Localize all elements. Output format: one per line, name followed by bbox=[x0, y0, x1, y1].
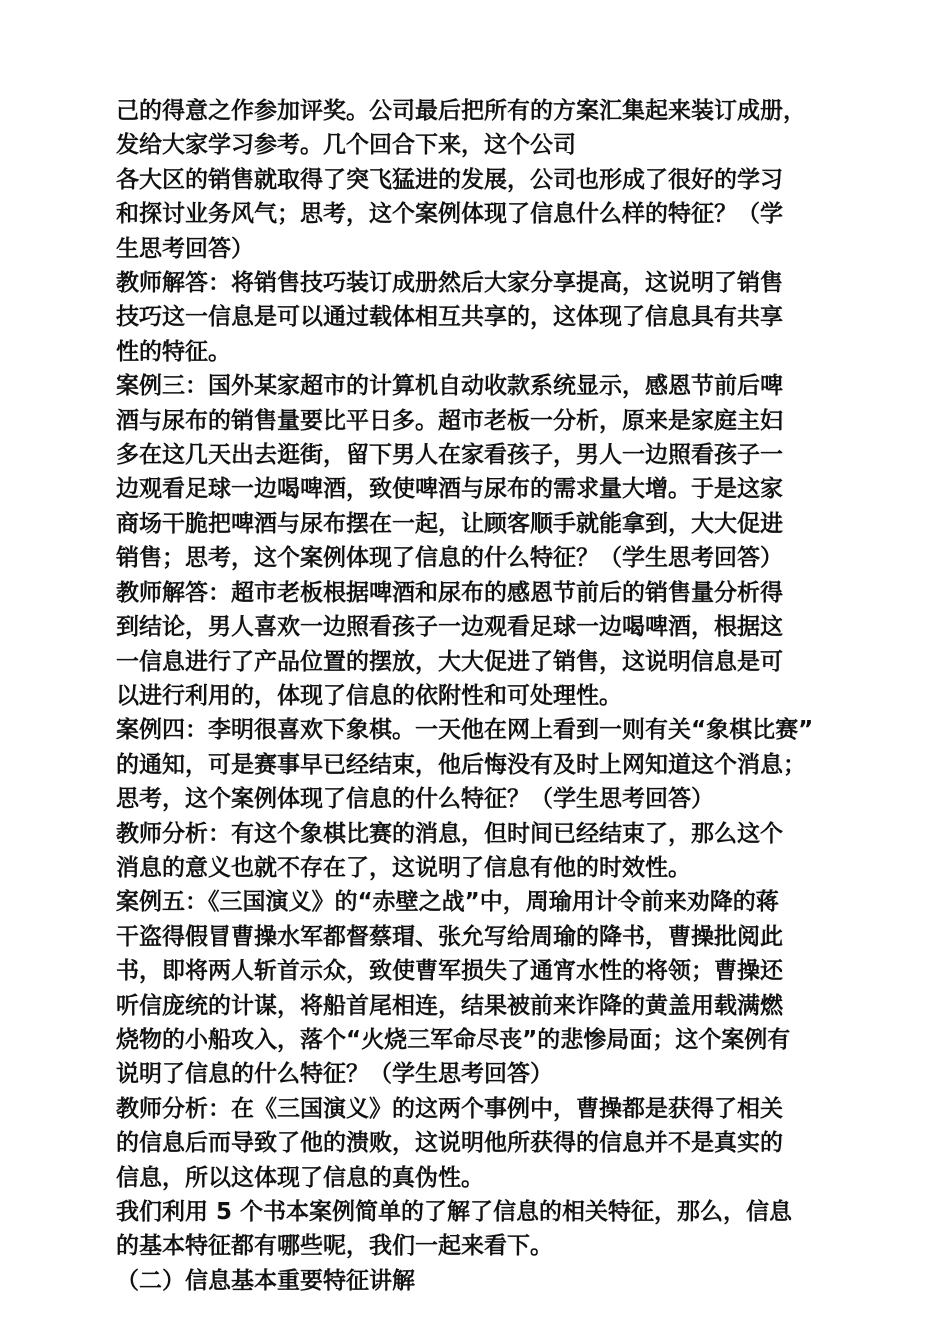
text-line: 说明了信息的什么特征？（学生思考回答） bbox=[116, 1061, 553, 1088]
text-line: 的通知，可是赛事早已经结束，他后悔没有及时上网知道这个消息； bbox=[116, 751, 806, 778]
text-line: 案例三：国外某家超市的计算机自动收款系统显示，感恩节前后啤 bbox=[116, 373, 783, 400]
text-line: 教师分析：在《三国演义》的这两个事例中，曹操都是获得了相关 bbox=[116, 1095, 783, 1122]
paragraph-case-two-question bbox=[116, 163, 846, 266]
section-heading-text: （二）信息基本重要特征讲解 bbox=[116, 1267, 415, 1294]
document-page bbox=[116, 94, 846, 1298]
text-line: 烧物的小船攻入，落个“火烧三军命尽丧”的悲惨局面；这个案例有 bbox=[116, 1026, 791, 1053]
text-line: 各大区的销售就取得了突飞猛进的发展，公司也形成了很好的学习 bbox=[116, 166, 783, 193]
paragraph-teacher-answer-two bbox=[116, 266, 846, 369]
text-line: 商场干脆把啤酒与尿布摆在一起，让顾客顺手就能拿到，大大促进 bbox=[116, 510, 783, 537]
text-line: 案例五：《三国演义》的“赤壁之战”中，周瑜用计令前来劝降的蒋 bbox=[116, 889, 779, 916]
paragraph-case-five bbox=[116, 885, 846, 1091]
text-line: 教师解答：超市老板根据啤酒和尿布的感恩节前后的销售量分析得 bbox=[116, 579, 783, 606]
text-line: 发给大家学习参考。几个回合下来，这个公司 bbox=[116, 132, 576, 159]
text-line: 己的得意之作参加评奖。公司最后把所有的方案汇集起来装订成册， bbox=[116, 98, 806, 124]
paragraph-intro-continued bbox=[116, 94, 846, 163]
text-line: 多在这几天出去逛街，留下男人在家看孩子，男人一边照看孩子一 bbox=[116, 442, 783, 469]
section-heading bbox=[116, 1264, 846, 1298]
text-line: 到结论，男人喜欢一边照看孩子一边观看足球一边喝啤酒，根据这 bbox=[116, 614, 783, 641]
text-line: 消息的意义也就不存在了，这说明了信息有他的时效性。 bbox=[116, 854, 691, 881]
text-line: 酒与尿布的销售量要比平日多。超市老板一分析，原来是家庭主妇 bbox=[116, 407, 783, 434]
text-line: 书，即将两人斩首示众，致使曹军损失了通宵水性的将领；曹操还 bbox=[116, 958, 783, 985]
text-line: 边观看足球一边喝啤酒，致使啤酒与尿布的需求量大增。于是这家 bbox=[116, 476, 783, 503]
text-line: 思考，这个案例体现了信息的什么特征？（学生思考回答） bbox=[116, 786, 714, 813]
text-line: 性的特征。 bbox=[116, 338, 231, 365]
text-line: 教师解答：将销售技巧装订成册然后大家分享提高，这说明了销售 bbox=[116, 270, 783, 297]
paragraph-case-four bbox=[116, 713, 846, 816]
text-line: 一信息进行了产品位置的摆放，大大促进了销售，这说明信息是可 bbox=[116, 648, 783, 675]
text-line: 销售；思考，这个案例体现了信息的什么特征？（学生思考回答） bbox=[116, 545, 783, 572]
text-line: 的基本特征都有哪些呢，我们一起来看下。 bbox=[116, 1233, 553, 1260]
text-line: 干盗得假冒曹操水军都督蔡瑁、张允写给周瑜的降书，曹操批阅此 bbox=[116, 923, 783, 950]
paragraph-teacher-analysis-five bbox=[116, 1092, 846, 1195]
paragraph-case-three bbox=[116, 369, 846, 575]
text-line: 教师分析：有这个象棋比赛的消息，但时间已经结束了，那么这个 bbox=[116, 820, 783, 847]
text-line: 的信息后而导致了他的溃败，这说明他所获得的信息并不是真实的 bbox=[116, 1130, 783, 1157]
paragraph-teacher-analysis-four bbox=[116, 817, 846, 886]
text-line: 技巧这一信息是可以通过载体相互共享的，这体现了信息具有共享 bbox=[116, 304, 783, 331]
paragraph-summary bbox=[116, 1195, 846, 1264]
text-line: 生思考回答） bbox=[116, 235, 254, 262]
text-line: 我们利用 5 个书本案例简单的了解了信息的相关特征，那么，信息 bbox=[116, 1199, 793, 1225]
paragraph-teacher-answer-three bbox=[116, 576, 846, 714]
text-line: 案例四：李明很喜欢下象棋。一天他在网上看到一则有关“象棋比赛” bbox=[116, 717, 814, 744]
text-line: 以进行利用的，体现了信息的依附性和可处理性。 bbox=[116, 682, 622, 709]
text-line: 信息，所以这体现了信息的真伪性。 bbox=[116, 1164, 484, 1191]
text-line: 和探讨业务风气；思考，这个案例体现了信息什么样的特征？（学 bbox=[116, 201, 783, 228]
text-line: 听信庞统的计谋，将船首尾相连，结果被前来诈降的黄盖用载满燃 bbox=[116, 992, 783, 1019]
